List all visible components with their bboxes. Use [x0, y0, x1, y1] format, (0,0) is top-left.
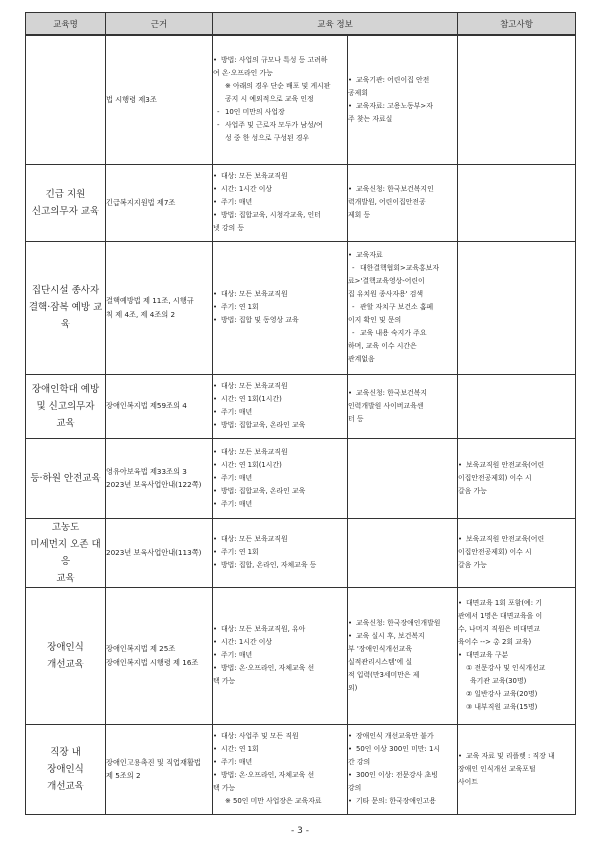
list-item: • 방법: 집합교육, 온라인 교육: [213, 419, 347, 432]
list-item: 장애인 인식개선 교육포털: [458, 764, 536, 773]
reference-cell: [458, 241, 576, 374]
education-name-cell: [26, 724, 106, 814]
list-item: • 주기: 매년: [213, 196, 347, 209]
reference-cell: [458, 374, 576, 438]
page-number: - 3 -: [291, 826, 309, 836]
list-item: - 교육 내용 숙지가 주요: [348, 327, 457, 340]
provider-cell: [348, 438, 458, 518]
list-item: 넷 강의 등: [213, 224, 245, 232]
education-name-line: 고농도: [51, 521, 80, 533]
list-item: • 방법: 온·오프라인, 자체교육 선: [213, 662, 347, 675]
table-row: [26, 438, 576, 518]
list-item: • 주기: 매년: [213, 498, 347, 511]
basis-cell: [106, 241, 213, 374]
list-item: 간 강의: [348, 758, 371, 766]
list-item: • 방법: 집합 및 동영상 교육: [213, 314, 347, 327]
list-item: 이집안전공제회) 이수 시: [458, 548, 532, 556]
list-item: 관계없음: [348, 355, 375, 363]
header-education-name: 교육명: [26, 13, 106, 36]
header-education-info: 교육 정보: [213, 13, 458, 36]
reference-cell: [458, 587, 576, 724]
table-row: [26, 164, 576, 241]
basis-line: 법 시행령 제3조: [106, 95, 157, 104]
list-item: 적 입력(만3세미만은 제: [348, 670, 420, 679]
education-name-line: 교육: [56, 417, 75, 429]
list-item: • 시간: 1시간 이상: [213, 636, 347, 649]
list-item: 육이수 --> 총 2회 교육): [458, 638, 532, 646]
list-item: • 주기: 매년: [213, 649, 347, 662]
detail-cell: [213, 374, 348, 438]
detail-list: [213, 623, 347, 688]
list-item: • 주기: 매년: [213, 406, 347, 419]
table-row: [26, 518, 576, 587]
provider-cell: [348, 724, 458, 814]
list-item: ③ 내부직원 교육(15명): [466, 703, 538, 711]
list-item: • 보육교직원 안전교육(어린: [458, 459, 575, 472]
detail-list: [213, 54, 347, 145]
basis-line: 장애인복지법 제 25조: [106, 644, 176, 653]
list-item: • 교육신청: 한국보건복지인: [348, 183, 457, 196]
list-item: • 50인 이상 300인 미만: 1시: [348, 743, 457, 756]
education-table: [25, 12, 576, 815]
education-name-line: 교육: [56, 572, 75, 584]
detail-cell: [213, 518, 348, 587]
list-item: 이지 확인 및 문의: [348, 316, 402, 324]
education-name-cell: [26, 164, 106, 241]
education-name-line: 장애인식: [47, 641, 84, 653]
provider-list: [348, 249, 457, 366]
basis-line: 장애인복지법 제59조의 4: [106, 401, 187, 411]
list-item: 터 등: [348, 414, 364, 423]
table-header-row: [26, 13, 576, 36]
education-name-cell: [26, 241, 106, 374]
detail-cell: [213, 164, 348, 241]
basis-line: 긴급복지지원법 제7조: [106, 197, 176, 207]
basis-cell: [106, 724, 213, 814]
reference-list: [458, 750, 575, 789]
list-item: 료>'결핵교육영상-어린이: [348, 277, 425, 285]
list-item: 집 유치원 종사자용' 검색: [348, 290, 424, 298]
basis-cell: [106, 164, 213, 241]
list-item: • 300인 이상: 전문강사 초빙: [348, 769, 457, 782]
education-name-line: 집단시설 종사자: [31, 285, 100, 296]
basis-line: 영유아보육법 제33조의 3: [106, 466, 187, 476]
provider-cell: [348, 587, 458, 724]
detail-cell: [213, 438, 348, 518]
basis-line: 장애인고용촉진 및 직업재활법: [106, 757, 201, 767]
list-item: • 교육신청: 한국장애인개발원: [348, 617, 457, 630]
list-item: 공지 시 예외적으로 교육 인정: [225, 95, 314, 104]
list-item: - 10인 미만의 사업장: [213, 106, 347, 119]
list-item: • 방법: 집합교육, 시청각교육, 인터: [213, 209, 347, 222]
basis-cell: [106, 374, 213, 438]
reference-list: [458, 597, 575, 714]
list-item: • 방법: 집합, 온라인, 자체교육 등: [213, 559, 347, 572]
list-item: 택 가능: [213, 784, 236, 792]
list-item: • 교육자료: [348, 249, 457, 262]
list-item: 갈음 가능: [458, 561, 487, 569]
provider-cell: [348, 374, 458, 438]
list-item: • 주기: 매년: [213, 756, 347, 769]
education-name-line: 긴급 지원: [45, 188, 86, 200]
list-item: • 시간: 연 1회(1시간): [213, 459, 347, 472]
list-item: • 시간: 1시간 이상: [213, 183, 347, 196]
provider-list: [348, 730, 457, 808]
basis-cell: [106, 35, 213, 164]
list-item: 갈음 가능: [458, 486, 487, 495]
list-item: • 시간: 연 1회: [213, 743, 347, 756]
list-item: • 대상: 사업주 및 모든 직원: [213, 730, 347, 743]
reference-list: [458, 459, 575, 498]
provider-list: [348, 74, 457, 126]
provider-cell: [348, 241, 458, 374]
list-item: • 대상: 모든 보육교직원: [213, 446, 347, 459]
table-row: [26, 587, 576, 724]
basis-cell: [106, 587, 213, 724]
list-item: - 사업주 및 근로자 모두가 남성/여: [213, 119, 347, 132]
list-item: • 교육기관: 어린이집 안전: [348, 74, 457, 87]
table-row: [26, 374, 576, 438]
basis-line: 2023년 보육사업안내(122쪽): [106, 480, 202, 489]
list-item: • 대상: 모든 보육교직원: [213, 533, 347, 546]
education-name-line: 개선교육: [47, 658, 84, 670]
education-name-line: 등·하원 안전교육: [30, 472, 101, 484]
list-item: 강의: [348, 784, 362, 792]
list-item: • 방법: 사업의 규모나 특성 등 고려하: [213, 54, 347, 67]
education-name-cell: [26, 374, 106, 438]
list-item: 공제회: [348, 88, 368, 97]
list-item: 실적관리시스템'에 실: [348, 657, 412, 666]
education-name-line: 미세먼지 오존 대응: [30, 538, 101, 567]
list-item: • 교육신청: 한국보건복지: [348, 387, 457, 400]
education-name-cell: [26, 35, 106, 164]
list-item: • 기타 문의: 한국장애인고용: [348, 795, 457, 808]
list-item: • 시간: 연 1회(1시간): [213, 393, 347, 406]
list-item: 인력개발원 사이버교육센: [348, 401, 424, 410]
reference-cell: [458, 438, 576, 518]
basis-line: 결핵예방법 제 11조, 시행규: [106, 296, 194, 305]
table-row: [26, 241, 576, 374]
detail-cell: [213, 35, 348, 164]
list-item: • 주기: 연 1회: [213, 301, 347, 314]
list-item: ② 일반강사 교육(20명): [466, 690, 538, 698]
provider-list: [348, 387, 457, 426]
detail-list: [213, 170, 347, 235]
list-item: • 주기: 매년: [213, 472, 347, 485]
reference-cell: [458, 518, 576, 587]
education-name-line: 신고의무자 교육: [31, 205, 100, 217]
reference-cell: [458, 724, 576, 814]
detail-cell: [213, 587, 348, 724]
table-row: [26, 35, 576, 164]
basis-line: 칙 제 4조, 제 4조의 2: [106, 309, 176, 319]
list-item: 성 중 한 성으로 구성된 경우: [225, 134, 310, 143]
basis-line: 장애인복지법 시행령 제 16조: [106, 657, 199, 667]
list-item: • 보육교직원 안전교육(어린: [458, 533, 575, 546]
list-item: 여 온·오프라인 가능: [213, 69, 273, 78]
list-item: • 교육 실시 후, 보건복지: [348, 630, 457, 643]
list-item: 관에서 1명은 대면교육을 이: [458, 612, 543, 620]
education-name-cell: [26, 438, 106, 518]
list-item: • 주기: 연 1회: [213, 546, 347, 559]
provider-list: [348, 183, 457, 222]
list-item: 사이트: [458, 777, 478, 786]
list-item: - 관할 자치구 보건소 홈페: [348, 301, 457, 314]
provider-cell: [348, 164, 458, 241]
list-item: ※ 아래의 경우 단순 배포 및 게시판: [225, 82, 331, 91]
list-item: 주 찾는 자료실: [348, 114, 393, 123]
education-name-line: 개선교육: [47, 780, 84, 792]
list-item: 외): [348, 683, 358, 692]
list-item: 부 '장애인식개선교육: [348, 644, 412, 653]
list-item: • 대상: 모든 보육교직원: [213, 170, 347, 183]
education-name-line: 결핵·잠복 예방 교육: [28, 302, 103, 330]
detail-cell: [213, 241, 348, 374]
detail-cell: [213, 724, 348, 814]
list-item: • 방법: 온·오프라인, 자체교육 선: [213, 769, 347, 782]
education-name-cell: [26, 518, 106, 587]
reference-cell: [458, 35, 576, 164]
reference-cell: [458, 164, 576, 241]
detail-list: [213, 446, 347, 511]
detail-list: [213, 730, 347, 808]
basis-line: 2023년 보육사업안내(113쪽): [106, 547, 202, 557]
education-name-line: 및 신고의무자: [36, 400, 95, 412]
detail-list: [213, 288, 347, 327]
table-row: [26, 724, 576, 814]
list-item: 육기관 교육(30명): [470, 677, 527, 685]
list-item: 이집안전공제회) 이수 시: [458, 473, 532, 482]
basis-cell: [106, 438, 213, 518]
list-item: 수, 나머지 직원은 비대면교: [458, 625, 540, 633]
education-name-line: 장애인식: [47, 763, 84, 775]
list-item: 력개발원, 어린이집안전공: [348, 198, 426, 206]
list-item: • 방법: 집합교육, 온라인 교육: [213, 485, 347, 498]
detail-list: [213, 380, 347, 432]
list-item: • 대면교육 1회 포함(예: 기: [458, 597, 575, 610]
list-item: 제회 등: [348, 211, 371, 219]
list-item: • 대상: 모든 보육교직원: [213, 288, 347, 301]
list-item: ※ 50인 미만 사업장은 교육자료: [225, 797, 322, 805]
list-item: • 교육 자료 및 리플렛 : 직장 내: [458, 750, 575, 763]
provider-cell: [348, 518, 458, 587]
education-name-line: 장애인학대 예방: [31, 383, 100, 395]
provider-list: [348, 617, 457, 695]
list-item: • 대상: 모든 보육교직원: [213, 380, 347, 393]
list-item: • 대상: 모든 보육교직원, 유아: [213, 623, 347, 636]
provider-cell: [348, 35, 458, 164]
list-item: • 교육자료: 고용노동부>자: [348, 100, 457, 113]
list-item: 하며, 교육 이수 시간은: [348, 342, 417, 350]
detail-list: [213, 533, 347, 572]
list-item: 택 가능: [213, 677, 236, 685]
education-name-line: 직장 내: [50, 746, 81, 758]
list-item: • 대면교육 구분: [458, 649, 575, 662]
basis-line: 제 5조의 2: [106, 771, 141, 780]
header-reference: 참고사항: [458, 13, 576, 36]
reference-list: [458, 533, 575, 572]
basis-cell: [106, 518, 213, 587]
list-item: ① 전문강사 및 인식개선교: [466, 664, 546, 672]
education-name-cell: [26, 587, 106, 724]
list-item: • 장애인식 개선교육만 불가: [348, 730, 457, 743]
list-item: - 대한결핵협회>교육홍보자: [348, 262, 457, 275]
header-basis: 근거: [106, 13, 213, 36]
